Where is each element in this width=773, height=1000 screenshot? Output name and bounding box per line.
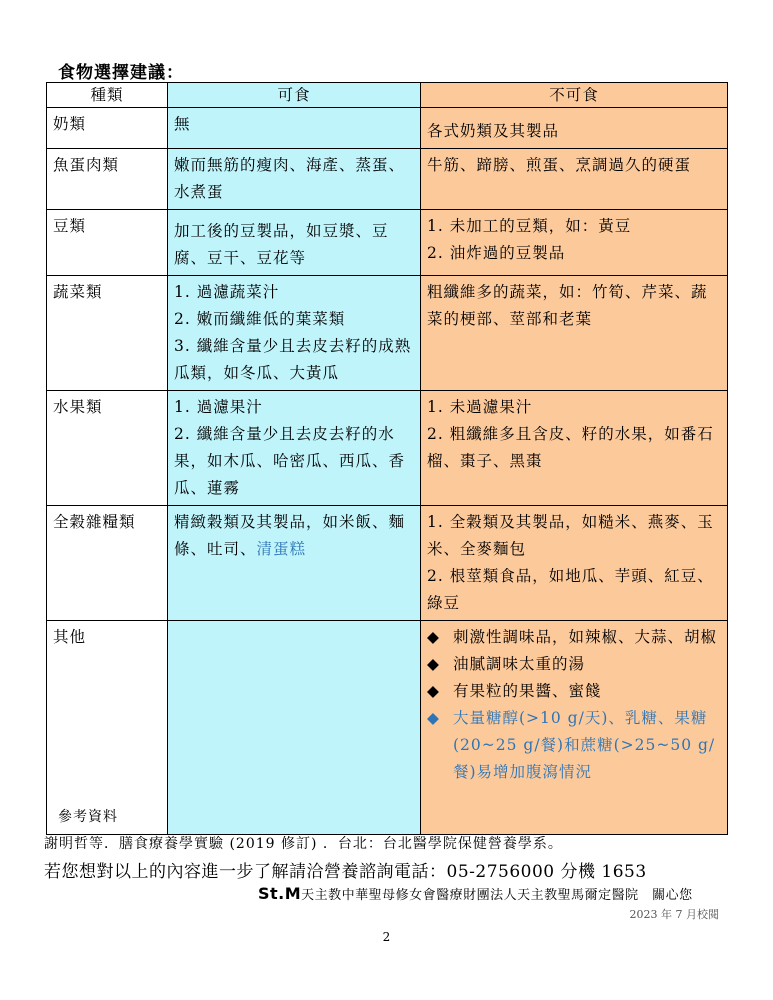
table-row xyxy=(47,621,728,835)
edible-cell xyxy=(168,108,421,149)
inedible-bullet-item-highlight: ◆ 大量糖醇(>10 g/天)、乳糖、果糖(20~25 g/餐)和蔗糖(>25~50 g/餐)易增加腹瀉情況 xyxy=(427,705,721,786)
hospital-footer xyxy=(258,884,693,903)
inedible-cell xyxy=(421,391,728,506)
food-selection-table xyxy=(46,82,728,835)
table-row xyxy=(47,391,728,506)
inedible-item: 2. 根莖類食品，如地瓜、芋頭、紅豆、綠豆 xyxy=(427,567,714,612)
edible-item: 嫩而無筋的瘦肉、海產、蒸蛋、水煮蛋 xyxy=(174,156,406,201)
inedible-bullet-item: ◆ 刺激性調味品，如辣椒、大蒜、胡椒 xyxy=(427,624,721,651)
inedible-bullet-item: ◆ 油膩調味太重的湯 xyxy=(427,651,721,678)
category-cell: 全穀雜糧類 xyxy=(47,506,168,621)
inedible-cell xyxy=(421,506,728,621)
edible-cell xyxy=(168,149,421,210)
table-row xyxy=(47,210,728,276)
edible-cell xyxy=(168,506,421,621)
table-row xyxy=(47,506,728,621)
inedible-cell xyxy=(421,210,728,276)
edible-item: 1. 過濾蔬菜汁 xyxy=(174,283,280,301)
category-cell: 奶類 xyxy=(47,108,168,149)
inedible-cell xyxy=(421,149,728,210)
category-cell: 蔬菜類 xyxy=(47,276,168,391)
edible-item: 2. 嫩而纖維低的葉菜類 xyxy=(174,310,346,328)
edible-cell xyxy=(168,621,421,835)
contact-info: 若您想對以上的內容進一步了解請洽營養諮詢電話：05-2756000 分機 1653 xyxy=(44,862,647,882)
edible-item: 3. 纖維含量少且去皮去籽的成熟瓜類，如冬瓜、大黃瓜 xyxy=(174,337,412,382)
table-row xyxy=(47,108,728,149)
diamond-bullet-icon: ◆ xyxy=(427,655,440,673)
hospital-logo: St.M xyxy=(258,884,302,903)
edible-cell xyxy=(168,210,421,276)
edible-cell xyxy=(168,391,421,506)
header-edible: 可食 xyxy=(168,83,421,108)
edible-item: 無 xyxy=(174,115,191,133)
inedible-item: 1. 未加工的豆類，如：黃豆 xyxy=(427,217,632,235)
category-cell: 水果類 xyxy=(47,391,168,506)
section-title: 食物選擇建議： xyxy=(58,63,184,83)
category-cell: 豆類 xyxy=(47,210,168,276)
inedible-bullet-item: ◆ 有果粒的果醬、蜜餞 xyxy=(427,678,721,705)
inedible-cell xyxy=(421,621,728,835)
inedible-item: 2. 粗纖維多且含皮、籽的水果，如番石榴、棗子、黑棗 xyxy=(427,425,714,470)
inedible-item: 2. 油炸過的豆製品 xyxy=(427,244,566,262)
table-header-row xyxy=(47,83,728,108)
table-row xyxy=(47,276,728,391)
header-category: 種類 xyxy=(47,83,168,108)
category-cell: 魚蛋肉類 xyxy=(47,149,168,210)
inedible-cell xyxy=(421,276,728,391)
edible-item-highlight: 清蛋糕 xyxy=(256,540,307,558)
inedible-item: 1. 未過濾果汁 xyxy=(427,398,533,416)
table-row xyxy=(47,149,728,210)
hospital-name: 天主教中華聖母修女會醫療財團法人天主教聖馬爾定醫院 關心您 xyxy=(301,888,693,903)
inedible-item: 粗纖維多的蔬菜，如：竹筍、芹菜、蔬菜的梗部、莖部和老葉 xyxy=(427,283,708,328)
inedible-item: 1. 全穀類及其製品，如糙米、燕麥、玉米、全麥麵包 xyxy=(427,513,714,558)
page-number: 2 xyxy=(382,930,391,944)
header-inedible: 不可食 xyxy=(421,83,728,108)
category-cell: 其他 xyxy=(47,621,168,835)
reference-text: 謝明哲等．膳食療養學實驗 (2019 修訂) ．台北：台北醫學院保健營養學系。 xyxy=(44,836,563,852)
edible-item: 1. 過濾果汁 xyxy=(174,398,263,416)
diamond-bullet-icon: ◆ xyxy=(427,682,440,700)
revision-date: 2023 年 7 月校閱 xyxy=(629,908,719,921)
diamond-bullet-icon: ◆ xyxy=(427,709,440,727)
edible-item: 加工後的豆製品，如豆漿、豆腐、豆干、豆花等 xyxy=(174,222,389,267)
edible-item: 2. 纖維含量少且去皮去籽的水果，如木瓜、哈密瓜、西瓜、香瓜、蓮霧 xyxy=(174,425,406,497)
inedible-cell xyxy=(421,108,728,149)
diamond-bullet-icon: ◆ xyxy=(427,628,440,646)
edible-item: 精緻穀類及其製品，如米飯、麵條、吐司、 xyxy=(174,513,406,558)
inedible-item: 牛筋、蹄膀、煎蛋、烹調過久的硬蛋 xyxy=(427,156,692,174)
edible-cell xyxy=(168,276,421,391)
reference-heading: 參考資料 xyxy=(58,809,118,825)
inedible-item: 各式奶類及其製品 xyxy=(427,122,560,140)
